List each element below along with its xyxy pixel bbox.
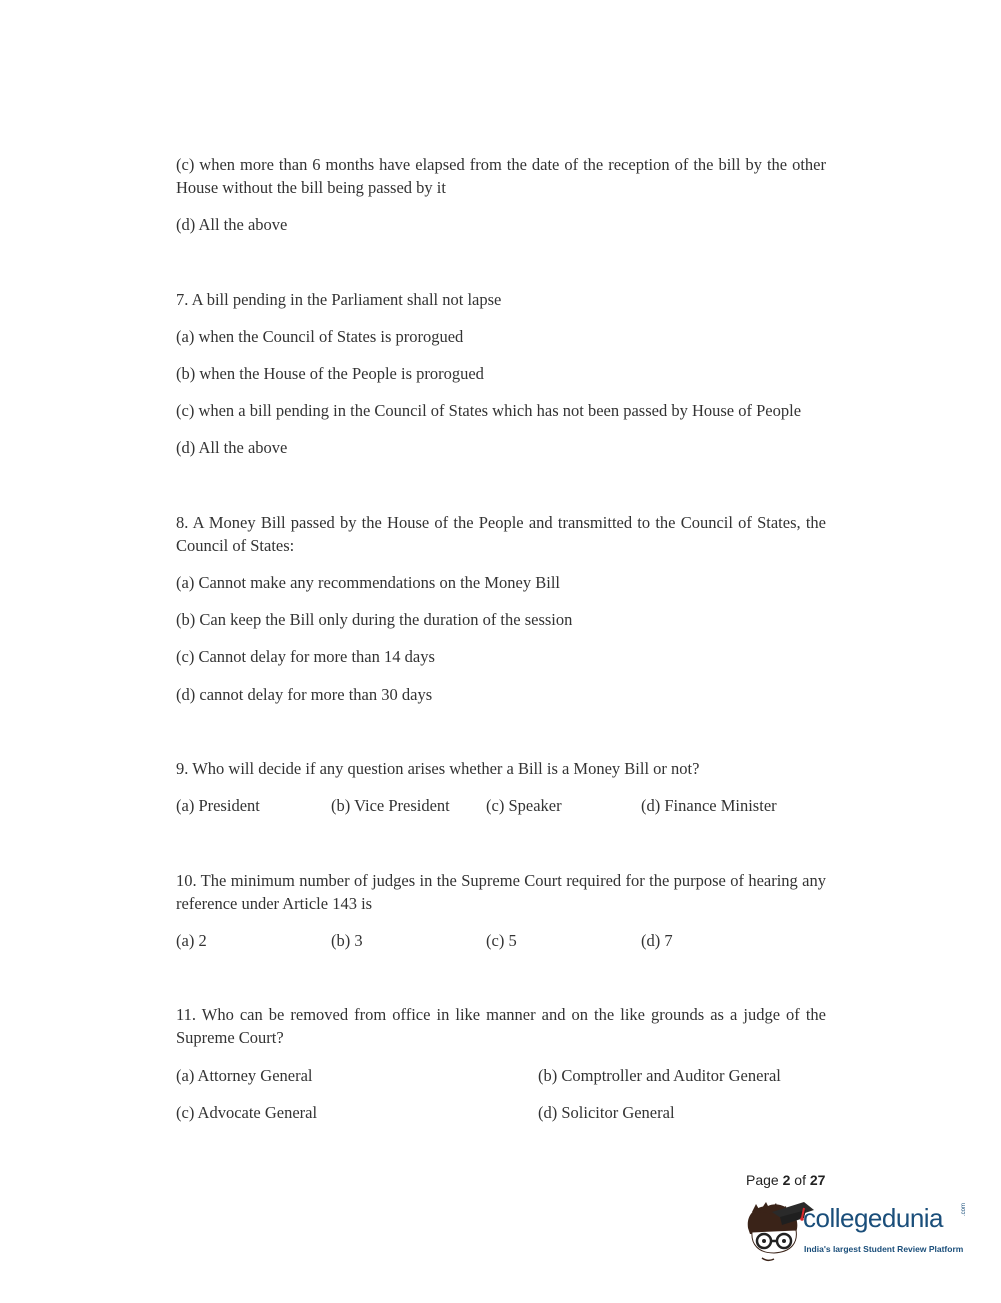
q7-option-b: (b) when the House of the People is prorogued xyxy=(176,364,484,383)
page-total: 27 xyxy=(809,1172,826,1188)
q6-option-c: (c) when more than 6 months have elapsed from the date of the reception of the bill by the other House without the bill being passed by it xyxy=(176,155,826,197)
brand-name: collegedunia xyxy=(803,1203,944,1233)
q6-option-d: (d) All the above xyxy=(176,215,288,234)
q9-option-d: (d) Finance Minister xyxy=(641,796,777,815)
q7-option-a: (a) when the Council of States is prorogued xyxy=(176,327,464,346)
page-separator: of xyxy=(790,1172,810,1188)
brand-suffix: .com xyxy=(961,1202,967,1216)
q11-option-c: (c) Advocate General xyxy=(176,1103,318,1122)
q8-option-b: (b) Can keep the Bill only during the duration of the session xyxy=(176,610,573,629)
page-number xyxy=(746,1172,825,1188)
q11-option-b: (b) Comptroller and Auditor General xyxy=(538,1066,781,1085)
page-current: 2 xyxy=(782,1172,791,1188)
q8-option-d: (d) cannot delay for more than 30 days xyxy=(176,685,433,704)
q9-question: 9. Who will decide if any question arises whether a Bill is a Money Bill or not? xyxy=(176,759,700,778)
brand-tagline: India's largest Student Review Platform xyxy=(804,1244,964,1254)
q10-option-c: (c) 5 xyxy=(486,931,517,950)
q7-question: 7. A bill pending in the Parliament shall not lapse xyxy=(176,290,502,309)
q10-question: 10. The minimum number of judges in the Supreme Court required for the purpose of hearing any reference under Article 143 is xyxy=(176,871,826,913)
q10-option-d: (d) 7 xyxy=(641,931,673,950)
q9-option-a: (a) President xyxy=(176,796,260,815)
q8-question: 8. A Money Bill passed by the House of the People and transmitted to the Council of States, the Council of States: xyxy=(176,513,826,555)
q10-option-b: (b) 3 xyxy=(331,931,363,950)
q9-option-b: (b) Vice President xyxy=(331,796,450,815)
q11-option-a: (a) Attorney General xyxy=(176,1066,313,1085)
q7-option-d: (d) All the above xyxy=(176,438,288,457)
q7-option-c: (c) when a bill pending in the Council of States which has not been passed by House of People xyxy=(176,401,802,420)
q9-option-c: (c) Speaker xyxy=(486,796,562,815)
q11-question: 11. Who can be removed from office in like manner and on the like grounds as a judge of the Supreme Court? xyxy=(176,1005,826,1047)
page-prefix: Page xyxy=(746,1172,783,1188)
q10-option-a: (a) 2 xyxy=(176,931,207,950)
q8-option-a: (a) Cannot make any recommendations on the Money Bill xyxy=(176,573,560,592)
q11-option-d: (d) Solicitor General xyxy=(538,1103,675,1122)
q8-option-c: (c) Cannot delay for more than 14 days xyxy=(176,647,435,666)
